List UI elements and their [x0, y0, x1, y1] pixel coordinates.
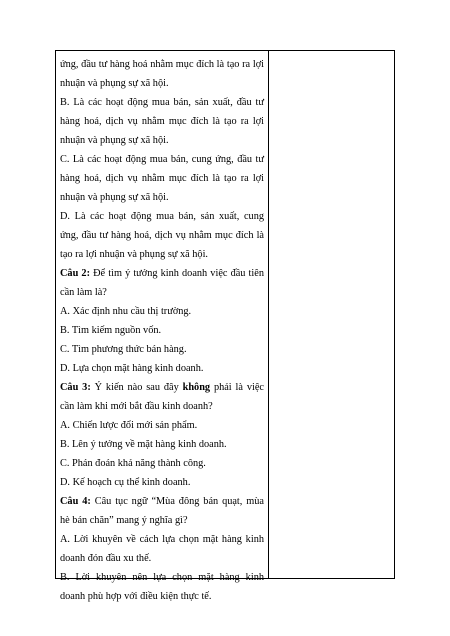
q3-option-b: B. Lên ý tưởng về mặt hàng kinh doanh. [60, 439, 227, 450]
q2-option-c: C. Tìm phương thức bán hàng. [60, 344, 187, 355]
q2-label: Câu 2: [60, 268, 90, 279]
q3-label: Câu 3: [60, 382, 91, 393]
q3-option-a: A. Chiến lược đổi mới sản phẩm. [60, 420, 198, 431]
q2-option-a: A. Xác định nhu cầu thị trường. [60, 306, 192, 317]
column-divider [268, 51, 269, 578]
q3-text-before: Ý kiến nào sau đây [90, 382, 183, 393]
q3-option-c: C. Phán đoán khả năng thành công. [60, 458, 206, 469]
q1-option-c: C. Là các hoạt động mua bán, cung ứng, đầu tư hàng hoá, dịch vụ nhằm mục đích là tạo ra lợi nhuận và phụng sự xã hội. [60, 154, 264, 203]
q3-text-after: phải là việc cần làm khi mới bắt đầu kinh doanh? [60, 382, 264, 412]
q2-option-b: B. Tìm kiếm nguồn vốn. [60, 325, 162, 336]
q4-option-b: B. Lời khuyên nên lựa chọn mặt hàng kinh doanh phù hợp với điều kiện thực tế. [60, 572, 264, 602]
q3-keyword: không [182, 382, 211, 393]
q4-option-a: A. Lời khuyên về cách lựa chọn mặt hàng kinh doanh đón đầu xu thế. [60, 534, 264, 564]
q3-option-d: D. Kế hoạch cụ thể kinh doanh. [60, 477, 191, 488]
q2-text: Để tìm ý tưởng kinh doanh việc đầu tiên cần làm là? [60, 268, 264, 298]
q2-option-d: D. Lựa chọn mặt hàng kinh doanh. [60, 363, 204, 374]
questions-cell [60, 55, 264, 606]
q1-option-a-continuation: ứng, đầu tư hàng hoá nhằm mục đích là tạo ra lợi nhuận và phụng sự xã hội. [60, 59, 264, 89]
q1-option-d: D. Là các hoạt động mua bán, sản xuất, cung ứng, đầu tư hàng hoá, dịch vụ nhằm mục đích là tạo ra lợi nhuận và phụng sự xã hội. [60, 211, 264, 260]
q2-stem [60, 264, 264, 302]
q1-option-b: B. Là các hoạt động mua bán, sản xuất, đầu tư hàng hoá, dịch vụ nhằm mục đích là tạo ra lợi nhuận và phụng sự xã hội. [60, 97, 264, 146]
q4-label: Câu 4: [60, 496, 91, 507]
q3-stem [60, 378, 264, 416]
q4-stem [60, 492, 264, 530]
q4-text: Câu tục ngữ “Mùa đông bán quạt, mùa hè bán chăn” mang ý nghĩa gì? [60, 496, 264, 526]
content-table [55, 50, 395, 602]
